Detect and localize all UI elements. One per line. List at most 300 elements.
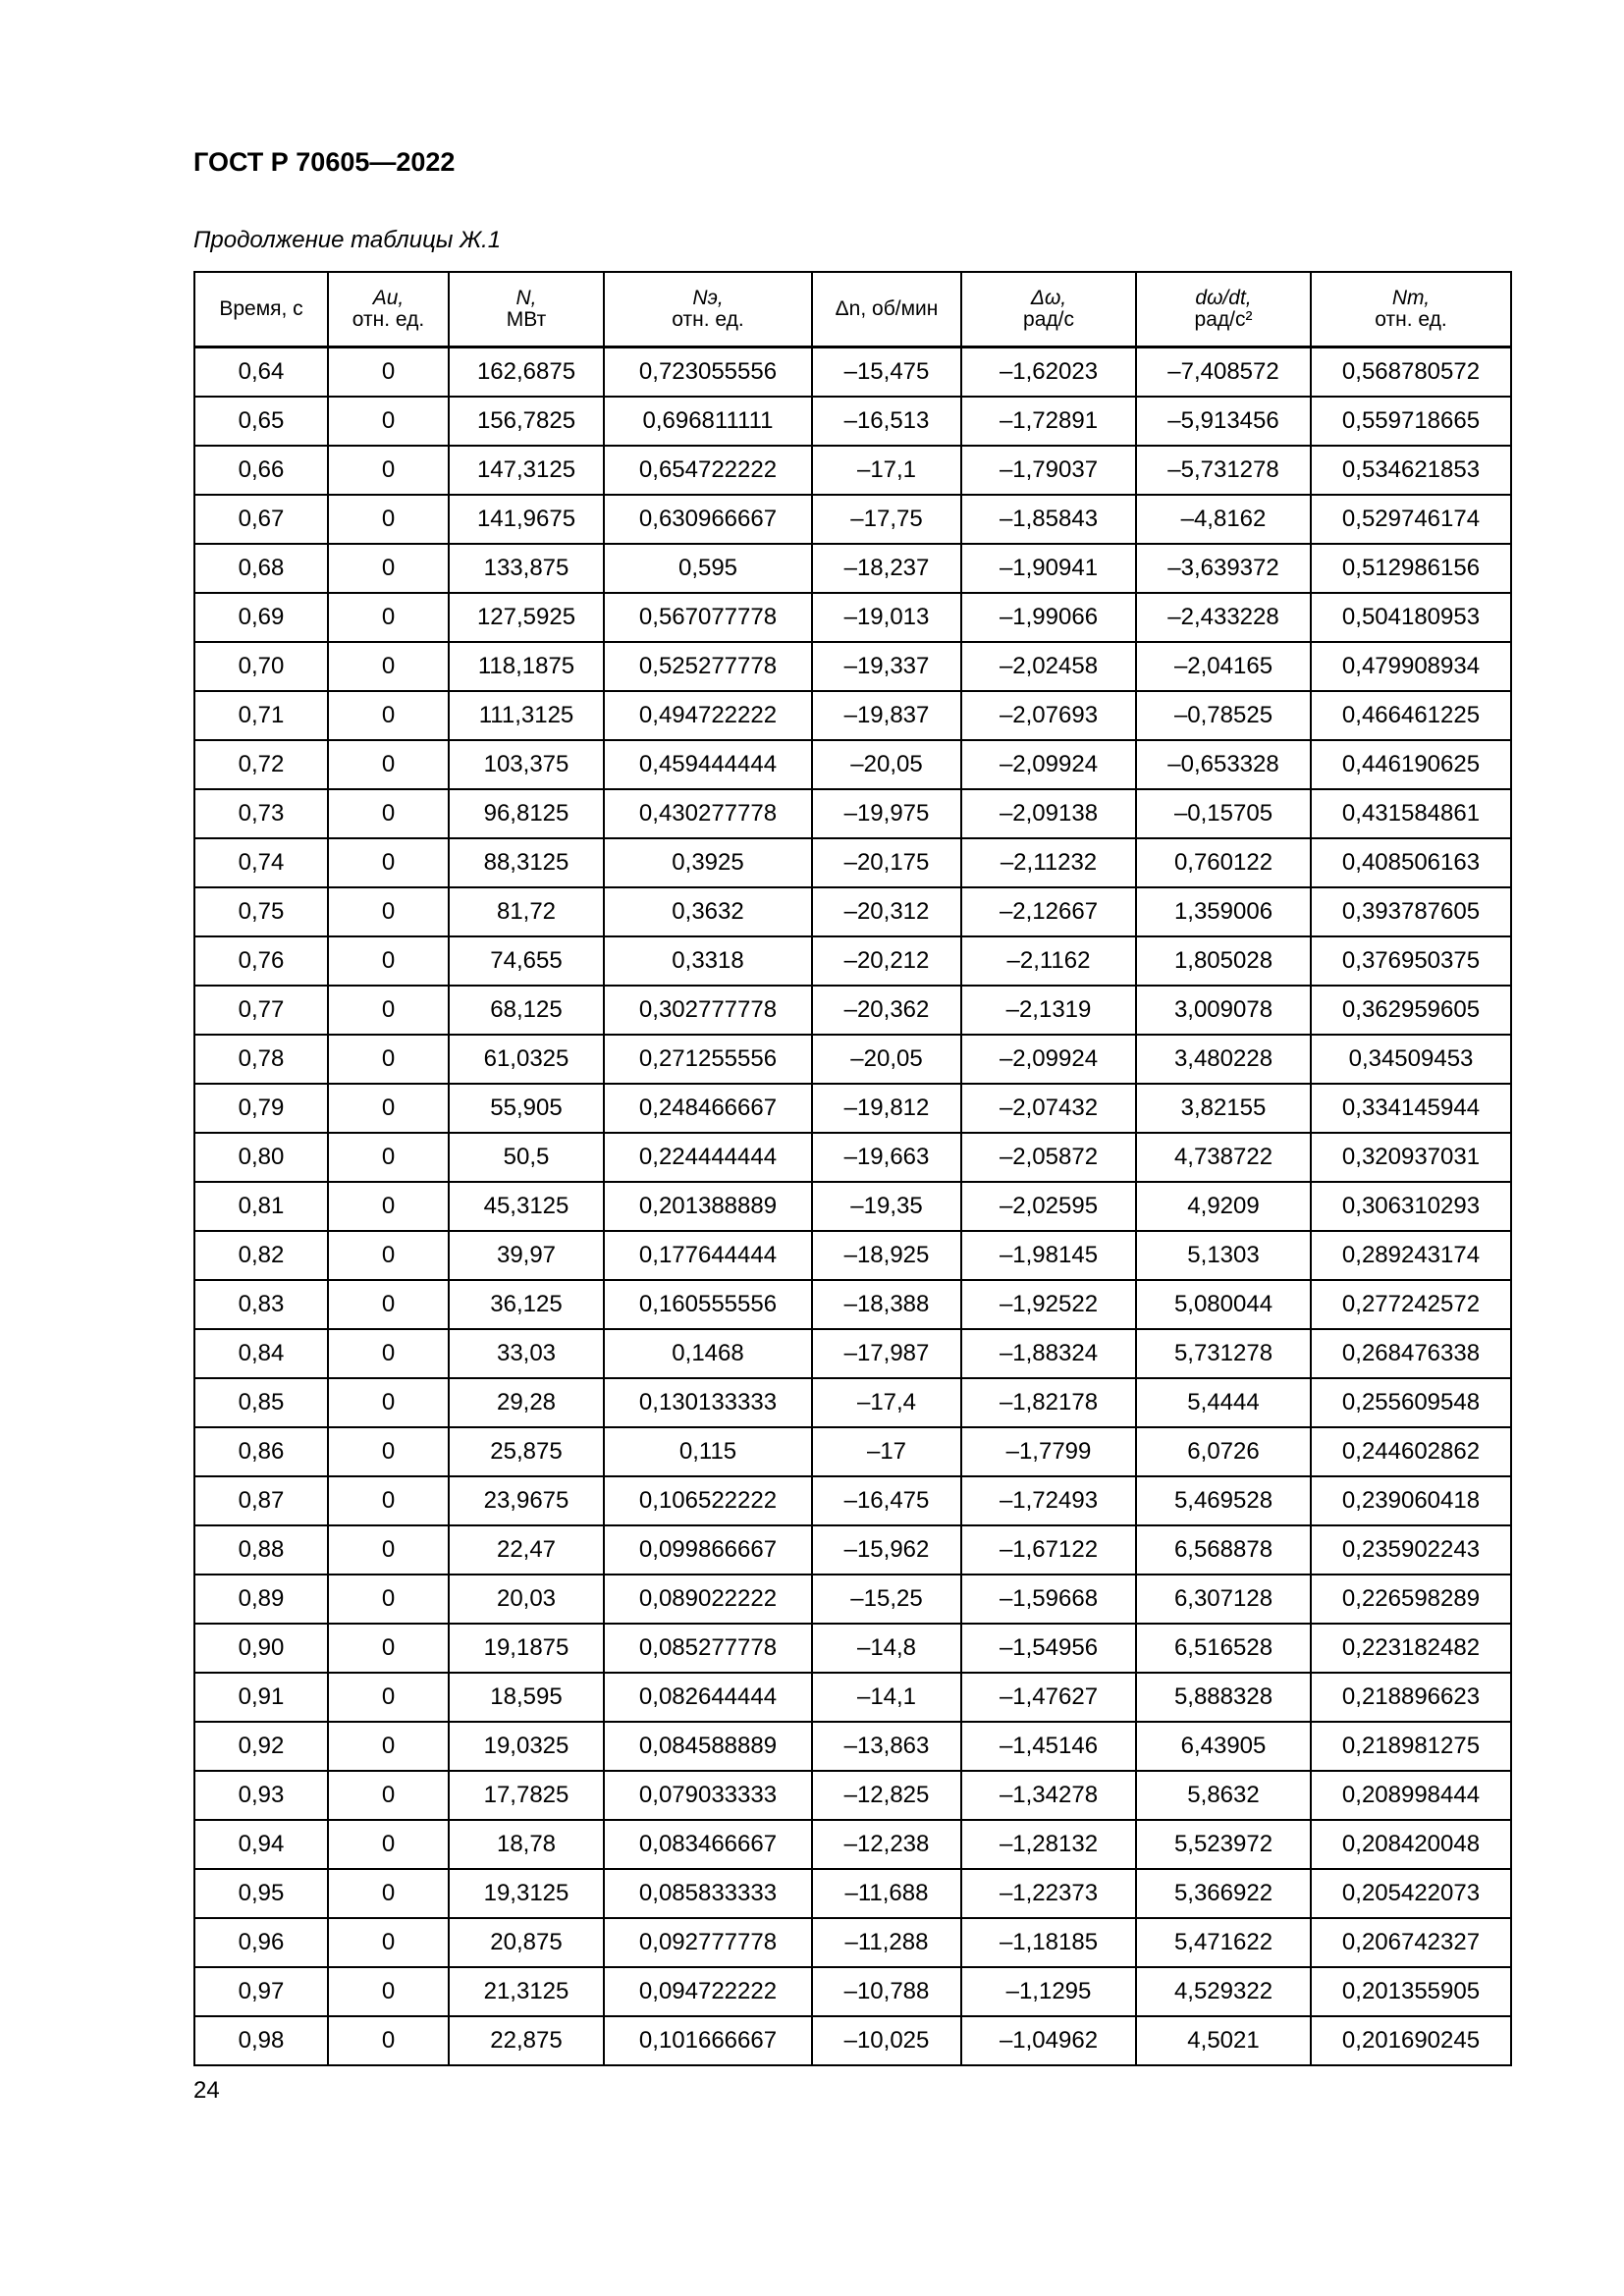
table-cell: –5,913456 (1136, 397, 1311, 446)
col-header-unit: Время, с (219, 297, 303, 320)
col-header-ne (604, 272, 812, 347)
table-cell: 18,78 (449, 1820, 604, 1869)
table-row (194, 544, 1511, 593)
table-cell: 0,334145944 (1311, 1084, 1511, 1133)
table-cell: 0,408506163 (1311, 838, 1511, 887)
table-cell: 0 (328, 1329, 449, 1378)
table-cell: 0,34509453 (1311, 1035, 1511, 1084)
table-cell: 0,83 (194, 1280, 328, 1329)
table-cell: 0,568780572 (1311, 347, 1511, 398)
table-cell: –19,013 (812, 593, 961, 642)
table-cell: 0,82 (194, 1231, 328, 1280)
col-header-unit: отн. ед. (1375, 308, 1447, 331)
table-cell: 0,94 (194, 1820, 328, 1869)
table-cell: 0,567077778 (604, 593, 812, 642)
table-cell: 0 (328, 838, 449, 887)
table-cell: 5,1303 (1136, 1231, 1311, 1280)
table-cell: –19,812 (812, 1084, 961, 1133)
table-cell: –16,475 (812, 1476, 961, 1525)
table-cell: 0,97 (194, 1967, 328, 2016)
table-cell: –1,72891 (961, 397, 1136, 446)
table-cell: 96,8125 (449, 789, 604, 838)
table-cell: –18,237 (812, 544, 961, 593)
table-cell: 0,106522222 (604, 1476, 812, 1525)
table-cell: –1,1295 (961, 1967, 1136, 2016)
table-row (194, 838, 1511, 887)
table-body (194, 347, 1511, 2066)
table-cell: –14,1 (812, 1673, 961, 1722)
table-cell: 0,085833333 (604, 1869, 812, 1918)
table-cell: 0,466461225 (1311, 691, 1511, 740)
table-cell: 0,64 (194, 347, 328, 398)
table-cell: 0,226598289 (1311, 1575, 1511, 1624)
table-cell: 156,7825 (449, 397, 604, 446)
table-cell: –1,85843 (961, 495, 1136, 544)
table-cell: 0,80 (194, 1133, 328, 1182)
table-cell: 6,516528 (1136, 1624, 1311, 1673)
table-cell: 1,359006 (1136, 887, 1311, 936)
table-cell: –1,22373 (961, 1869, 1136, 1918)
table-row (194, 1525, 1511, 1575)
table-cell: –15,475 (812, 347, 961, 398)
table-cell: 0 (328, 1133, 449, 1182)
table-cell: –1,54956 (961, 1624, 1136, 1673)
table-cell: 0 (328, 887, 449, 936)
table-cell: 0 (328, 495, 449, 544)
table-cell: 147,3125 (449, 446, 604, 495)
table-cell: 0 (328, 1378, 449, 1427)
table-cell: 0 (328, 1820, 449, 1869)
col-header-symbol: N, (515, 287, 537, 309)
table-cell: –13,863 (812, 1722, 961, 1771)
table-cell: 0,65 (194, 397, 328, 446)
table-cell: –2,09924 (961, 1035, 1136, 1084)
table-cell: 19,1875 (449, 1624, 604, 1673)
table-cell: 0,223182482 (1311, 1624, 1511, 1673)
table-cell: –11,288 (812, 1918, 961, 1967)
table-cell: 0,099866667 (604, 1525, 812, 1575)
table-cell: 0,85 (194, 1378, 328, 1427)
table-cell: –12,238 (812, 1820, 961, 1869)
table-row (194, 1673, 1511, 1722)
table-cell: 0,255609548 (1311, 1378, 1511, 1427)
table-cell: 50,5 (449, 1133, 604, 1182)
table-cell: –19,975 (812, 789, 961, 838)
table-cell: 20,03 (449, 1575, 604, 1624)
table-cell: 0 (328, 986, 449, 1035)
table-cell: –2,09924 (961, 740, 1136, 789)
table-cell: –1,72493 (961, 1476, 1136, 1525)
table-cell: –20,05 (812, 1035, 961, 1084)
table-cell: 0,1468 (604, 1329, 812, 1378)
table-cell: 0,78 (194, 1035, 328, 1084)
table-cell: 0,70 (194, 642, 328, 691)
table-cell: –19,337 (812, 642, 961, 691)
table-cell: 0,208998444 (1311, 1771, 1511, 1820)
table-cell: 0,244602862 (1311, 1427, 1511, 1476)
table-cell: –2,07693 (961, 691, 1136, 740)
table-cell: 0 (328, 1967, 449, 2016)
table-cell: 88,3125 (449, 838, 604, 887)
table-cell: –1,82178 (961, 1378, 1136, 1427)
table-cell: 0 (328, 2016, 449, 2065)
table-cell: 0,459444444 (604, 740, 812, 789)
table-cell: 0,84 (194, 1329, 328, 1378)
table-cell: 0,3925 (604, 838, 812, 887)
table-caption: Продолжение таблицы Ж.1 (193, 227, 502, 253)
table-cell: 6,0726 (1136, 1427, 1311, 1476)
table-cell: 0,306310293 (1311, 1182, 1511, 1231)
table-cell: 0,224444444 (604, 1133, 812, 1182)
table-cell: 0,082644444 (604, 1673, 812, 1722)
table-cell: 0,494722222 (604, 691, 812, 740)
page-number: 24 (193, 2077, 220, 2104)
table-cell: 0,87 (194, 1476, 328, 1525)
table-cell: –16,513 (812, 397, 961, 446)
table-cell: 0,160555556 (604, 1280, 812, 1329)
table-row (194, 740, 1511, 789)
table-cell: –0,78525 (1136, 691, 1311, 740)
table-cell: 0,76 (194, 936, 328, 986)
table-cell: –15,25 (812, 1575, 961, 1624)
table-cell: –5,731278 (1136, 446, 1311, 495)
table-cell: 0 (328, 1673, 449, 1722)
table-cell: 0,430277778 (604, 789, 812, 838)
table-cell: 0,208420048 (1311, 1820, 1511, 1869)
table-cell: 118,1875 (449, 642, 604, 691)
table-row (194, 1280, 1511, 1329)
table-cell: –12,825 (812, 1771, 961, 1820)
col-header-domega-dt (1136, 272, 1311, 347)
table-cell: 0,205422073 (1311, 1869, 1511, 1918)
table-cell: 0,446190625 (1311, 740, 1511, 789)
table-cell: 0,268476338 (1311, 1329, 1511, 1378)
table-cell: 0,218896623 (1311, 1673, 1511, 1722)
table-cell: –17,75 (812, 495, 961, 544)
table-cell: 61,0325 (449, 1035, 604, 1084)
table-cell: 0,362959605 (1311, 986, 1511, 1035)
col-header-nt (1311, 272, 1511, 347)
table-cell: –1,62023 (961, 347, 1136, 398)
table-cell: 0,479908934 (1311, 642, 1511, 691)
table-row (194, 1918, 1511, 1967)
table-cell: 39,97 (449, 1231, 604, 1280)
table-cell: 0 (328, 593, 449, 642)
table-cell: –2,1319 (961, 986, 1136, 1035)
table-cell: 0,654722222 (604, 446, 812, 495)
table-cell: 74,655 (449, 936, 604, 986)
table-cell: 0,115 (604, 1427, 812, 1476)
table-cell: –10,025 (812, 2016, 961, 2065)
table-cell: 6,43905 (1136, 1722, 1311, 1771)
table-cell: –19,35 (812, 1182, 961, 1231)
table-cell: 0 (328, 1624, 449, 1673)
table-cell: 0,320937031 (1311, 1133, 1511, 1182)
table-cell: 0,88 (194, 1525, 328, 1575)
table-cell: 33,03 (449, 1329, 604, 1378)
table-cell: 0,083466667 (604, 1820, 812, 1869)
table-cell: 5,8632 (1136, 1771, 1311, 1820)
table-cell: 4,9209 (1136, 1182, 1311, 1231)
table-row (194, 1575, 1511, 1624)
table-cell: –1,47627 (961, 1673, 1136, 1722)
table-cell: 0,92 (194, 1722, 328, 1771)
table-cell: –3,639372 (1136, 544, 1311, 593)
table-cell: 0 (328, 1476, 449, 1525)
table-cell: 0,67 (194, 495, 328, 544)
table-row (194, 495, 1511, 544)
table-cell: –2,11232 (961, 838, 1136, 887)
table-row (194, 1427, 1511, 1476)
table-cell: 0,271255556 (604, 1035, 812, 1084)
table-cell: 22,47 (449, 1525, 604, 1575)
table-cell: 0,248466667 (604, 1084, 812, 1133)
table-cell: 0 (328, 1918, 449, 1967)
table-cell: –1,67122 (961, 1525, 1136, 1575)
table-cell: 0,130133333 (604, 1378, 812, 1427)
table-cell: 21,3125 (449, 1967, 604, 2016)
table-cell: 111,3125 (449, 691, 604, 740)
table-cell: 0,201690245 (1311, 2016, 1511, 2065)
table-cell: 68,125 (449, 986, 604, 1035)
table-cell: 20,875 (449, 1918, 604, 1967)
table-cell: 23,9675 (449, 1476, 604, 1525)
table-cell: –18,388 (812, 1280, 961, 1329)
table-cell: –18,925 (812, 1231, 961, 1280)
table-cell: 5,366922 (1136, 1869, 1311, 1918)
table-cell: 133,875 (449, 544, 604, 593)
table-cell: 0,512986156 (1311, 544, 1511, 593)
table-cell: 0,93 (194, 1771, 328, 1820)
table-cell: –1,90941 (961, 544, 1136, 593)
table-cell: 81,72 (449, 887, 604, 936)
table-row (194, 1133, 1511, 1182)
table-cell: 0,98 (194, 2016, 328, 2065)
table-row (194, 986, 1511, 1035)
table-cell: 19,0325 (449, 1722, 604, 1771)
table-row (194, 1378, 1511, 1427)
table-cell: 6,307128 (1136, 1575, 1311, 1624)
table-cell: 127,5925 (449, 593, 604, 642)
table-row (194, 1967, 1511, 2016)
table-cell: 5,523972 (1136, 1820, 1311, 1869)
table-cell: –10,788 (812, 1967, 961, 2016)
col-header-symbol: Δω, (1030, 287, 1067, 309)
table-cell: 0,084588889 (604, 1722, 812, 1771)
table-cell: 5,731278 (1136, 1329, 1311, 1378)
table-cell: –19,663 (812, 1133, 961, 1182)
table-cell: 0,66 (194, 446, 328, 495)
table-cell: 25,875 (449, 1427, 604, 1476)
table-row (194, 446, 1511, 495)
table-cell: 0,218981275 (1311, 1722, 1511, 1771)
table-cell: –1,7799 (961, 1427, 1136, 1476)
table-cell: –2,07432 (961, 1084, 1136, 1133)
table-cell: 0,177644444 (604, 1231, 812, 1280)
table-cell: 0,74 (194, 838, 328, 887)
table-cell: –1,98145 (961, 1231, 1136, 1280)
table-cell: 0 (328, 1280, 449, 1329)
table-cell: –1,79037 (961, 446, 1136, 495)
table-cell: –17,1 (812, 446, 961, 495)
table-cell: 0,71 (194, 691, 328, 740)
document-header: ГОСТ Р 70605—2022 (193, 147, 456, 177)
table-cell: –1,88324 (961, 1329, 1136, 1378)
table-cell: 5,888328 (1136, 1673, 1311, 1722)
table-cell: 0,723055556 (604, 347, 812, 398)
table-cell: 0 (328, 544, 449, 593)
table-cell: –17 (812, 1427, 961, 1476)
table-row (194, 1722, 1511, 1771)
table-cell: –1,45146 (961, 1722, 1136, 1771)
col-header-symbol: Aи, (372, 287, 405, 309)
table-cell: 0,235902243 (1311, 1525, 1511, 1575)
table-cell: 0,75 (194, 887, 328, 936)
table-row (194, 1624, 1511, 1673)
table-cell: 0 (328, 1525, 449, 1575)
table-row (194, 2016, 1511, 2065)
table-cell: 0 (328, 1575, 449, 1624)
table-cell: 0,79 (194, 1084, 328, 1133)
table-cell: 0,90 (194, 1624, 328, 1673)
col-header-n (449, 272, 604, 347)
header-row (194, 272, 1511, 347)
table-cell: 0,094722222 (604, 1967, 812, 2016)
table-cell: –1,28132 (961, 1820, 1136, 1869)
table-row (194, 1231, 1511, 1280)
table-cell: 1,805028 (1136, 936, 1311, 986)
table-cell: 0,96 (194, 1918, 328, 1967)
col-header-delta-n (812, 272, 961, 347)
table-cell: –1,34278 (961, 1771, 1136, 1820)
table-cell: 0,72 (194, 740, 328, 789)
table-cell: 0,393787605 (1311, 887, 1511, 936)
table-cell: –1,04962 (961, 2016, 1136, 2065)
table-cell: 0,376950375 (1311, 936, 1511, 986)
table-cell: 0,239060418 (1311, 1476, 1511, 1525)
table-cell: –17,987 (812, 1329, 961, 1378)
table-row (194, 1820, 1511, 1869)
table-cell: 0,534621853 (1311, 446, 1511, 495)
table-cell: 162,6875 (449, 347, 604, 398)
col-header-symbol: dω/dt, (1195, 287, 1252, 309)
table-cell: 36,125 (449, 1280, 604, 1329)
col-header-unit: рад/с² (1194, 308, 1253, 331)
table-cell: 103,375 (449, 740, 604, 789)
table-cell: 0,595 (604, 544, 812, 593)
table-cell: 3,480228 (1136, 1035, 1311, 1084)
table-cell: 0 (328, 740, 449, 789)
table-row (194, 397, 1511, 446)
table-cell: 0,91 (194, 1673, 328, 1722)
table-row (194, 1771, 1511, 1820)
table-cell: 0,69 (194, 593, 328, 642)
table-cell: –20,175 (812, 838, 961, 887)
table-cell: –11,688 (812, 1869, 961, 1918)
table-cell: 0,81 (194, 1182, 328, 1231)
table-cell: 0 (328, 642, 449, 691)
table-cell: –2,09138 (961, 789, 1136, 838)
table-row (194, 1035, 1511, 1084)
table-cell: 0,504180953 (1311, 593, 1511, 642)
col-header-delta-omega (961, 272, 1136, 347)
table-cell: –0,15705 (1136, 789, 1311, 838)
table-row (194, 1084, 1511, 1133)
table-cell: 0,529746174 (1311, 495, 1511, 544)
table-cell: –1,92522 (961, 1280, 1136, 1329)
table-cell: 0 (328, 1182, 449, 1231)
table-cell: 18,595 (449, 1673, 604, 1722)
table-cell: –2,12667 (961, 887, 1136, 936)
table-cell: 0,089022222 (604, 1575, 812, 1624)
col-header-unit: МВт (506, 308, 547, 331)
table-row (194, 347, 1511, 398)
table-cell: 0 (328, 1771, 449, 1820)
table-cell: 0 (328, 1427, 449, 1476)
table-cell: 19,3125 (449, 1869, 604, 1918)
table-cell: 0 (328, 446, 449, 495)
table-row (194, 1182, 1511, 1231)
table-cell: 0,760122 (1136, 838, 1311, 887)
table-cell: –15,962 (812, 1525, 961, 1575)
table-cell: 0 (328, 789, 449, 838)
table-cell: –7,408572 (1136, 347, 1311, 398)
table-cell: 5,471622 (1136, 1918, 1311, 1967)
table-cell: 3,82155 (1136, 1084, 1311, 1133)
table-cell: –1,18185 (961, 1918, 1136, 1967)
table-cell: –2,02595 (961, 1182, 1136, 1231)
table-cell: 0 (328, 397, 449, 446)
table-cell: 0,73 (194, 789, 328, 838)
table-cell: 0,277242572 (1311, 1280, 1511, 1329)
col-header-symbol: Nэ, (692, 287, 724, 309)
table-cell: 0,95 (194, 1869, 328, 1918)
table-cell: 4,738722 (1136, 1133, 1311, 1182)
table-cell: –2,1162 (961, 936, 1136, 986)
col-header-ai (328, 272, 449, 347)
table-cell: 0,201388889 (604, 1182, 812, 1231)
table-cell: 29,28 (449, 1378, 604, 1427)
table-cell: 0,201355905 (1311, 1967, 1511, 2016)
table-row (194, 1476, 1511, 1525)
col-header-symbol: Nт, (1391, 287, 1431, 309)
table-row (194, 691, 1511, 740)
col-header-unit: отн. ед. (672, 308, 744, 331)
table-cell: –14,8 (812, 1624, 961, 1673)
table-cell: –20,362 (812, 986, 961, 1035)
data-table (193, 271, 1512, 2066)
col-header-unit: отн. ед. (352, 308, 425, 331)
table-cell: 55,905 (449, 1084, 604, 1133)
table-cell: –2,433228 (1136, 593, 1311, 642)
table-cell: 0,559718665 (1311, 397, 1511, 446)
table-cell: 0,630966667 (604, 495, 812, 544)
table-cell: 141,9675 (449, 495, 604, 544)
col-header-unit: Δn, об/мин (835, 297, 939, 320)
table-cell: 5,4444 (1136, 1378, 1311, 1427)
table-cell: –17,4 (812, 1378, 961, 1427)
table-cell: 5,469528 (1136, 1476, 1311, 1525)
table-cell: 4,529322 (1136, 1967, 1311, 2016)
table-cell: –20,212 (812, 936, 961, 986)
table-row (194, 1869, 1511, 1918)
table-cell: 0 (328, 1869, 449, 1918)
table-row (194, 936, 1511, 986)
table-cell: 0,289243174 (1311, 1231, 1511, 1280)
table-cell: –1,59668 (961, 1575, 1136, 1624)
col-header-unit: рад/с (1023, 308, 1074, 331)
table-cell: 0,3632 (604, 887, 812, 936)
